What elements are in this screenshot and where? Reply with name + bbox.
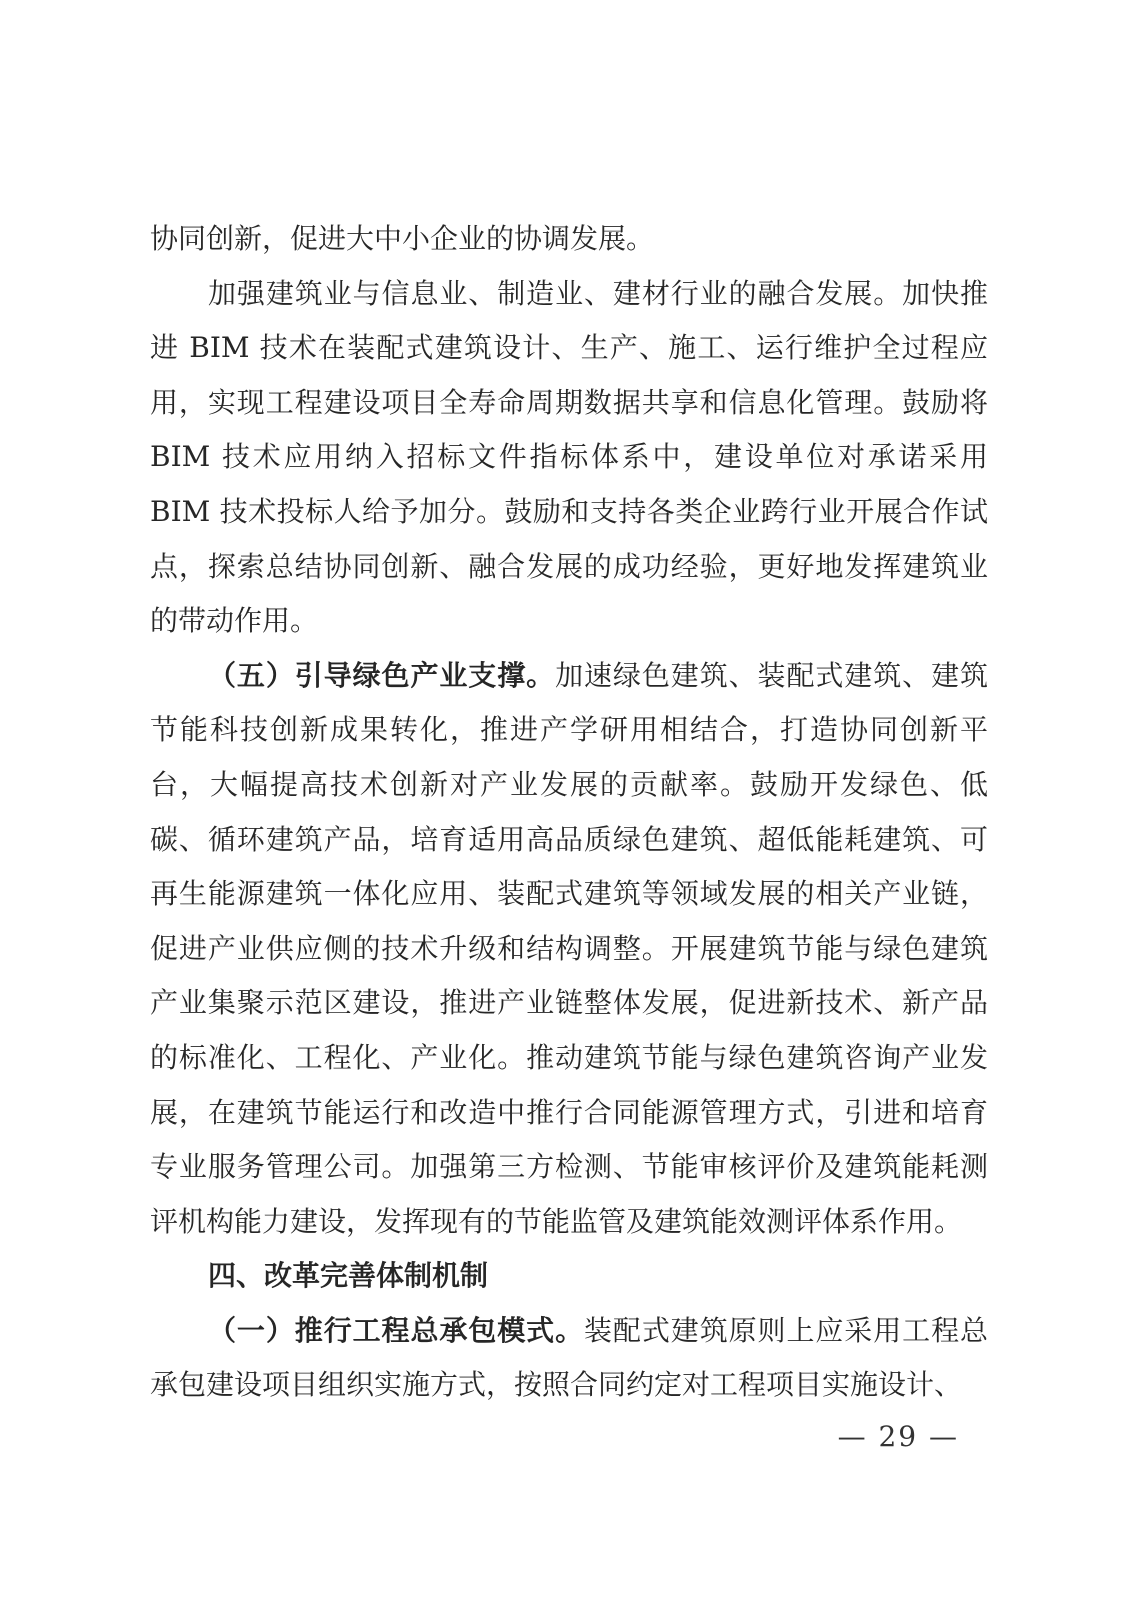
paragraph-p1-continuation	[150, 212, 988, 267]
text-run-fangsong: 协同创新，促进大中小企业的协调发展。	[150, 222, 655, 255]
text-run-fangsong: 装配式建筑原则上应采用工程总承包建设项目组织实施方式，按照合同约定对工程项目实施设计、	[150, 1313, 988, 1402]
document-body	[150, 212, 988, 1413]
paragraph-p5-epc-mode	[150, 1304, 988, 1413]
paragraph-p2-bim-integration	[150, 267, 988, 649]
text-run-kai-bold: （一）推行工程总承包模式。	[208, 1313, 584, 1347]
text-run-fangsong: 加速绿色建筑、装配式建筑、建筑节能科技创新成果转化，推进产学研用相结合，打造协同创新平台，大幅提高技术创新对产业发展的贡献率。鼓励开发绿色、低碳、循环建筑产品，培育适用高品质绿色建筑、超低能耗建筑、可再生能源建筑一体化应用、装配式建筑等领域发展的相关产业链，促进产业供应侧的技术升级和结构调整。开展建筑节能与绿色建筑产业集聚示范区建设，推进产业链整体发展，促进新技术、新产品的标准化、工程化、产业化。推动建筑节能与绿色建筑咨询产业发展，在建筑节能运行和改造中推行合同能源管理方式，引进和培育专业服务管理公司。加强第三方检测、节能审核评价及建筑能耗测评机构能力建设，发挥现有的节能监管及建筑能效测评体系作用。	[150, 658, 988, 1238]
text-run-kai-bold: （五）引导绿色产业支撑。	[208, 658, 556, 692]
page-number: — 29 —	[837, 1420, 959, 1453]
paragraph-p4-section-heading	[150, 1249, 988, 1304]
text-run-hei-bold: 四、改革完善体制机制	[208, 1259, 489, 1293]
text-run-fangsong: 加强建筑业与信息业、制造业、建材行业的融合发展。加快推进 BIM 技术在装配式建筑设计、生产、施工、运行维护全过程应用，实现工程建设项目全寿命周期数据共享和信息化管理。鼓励将 BIM 技术应用纳入招标文件指标体系中，建设单位对承诺采用 BIM 技术投标人给予加分。鼓励和支持各类企业跨行业开展合作试点，探索总结协同创新、融合发展的成功经验，更好地发挥建筑业的带动作用。	[150, 276, 988, 638]
paragraph-p3-green-industry	[150, 649, 988, 1250]
